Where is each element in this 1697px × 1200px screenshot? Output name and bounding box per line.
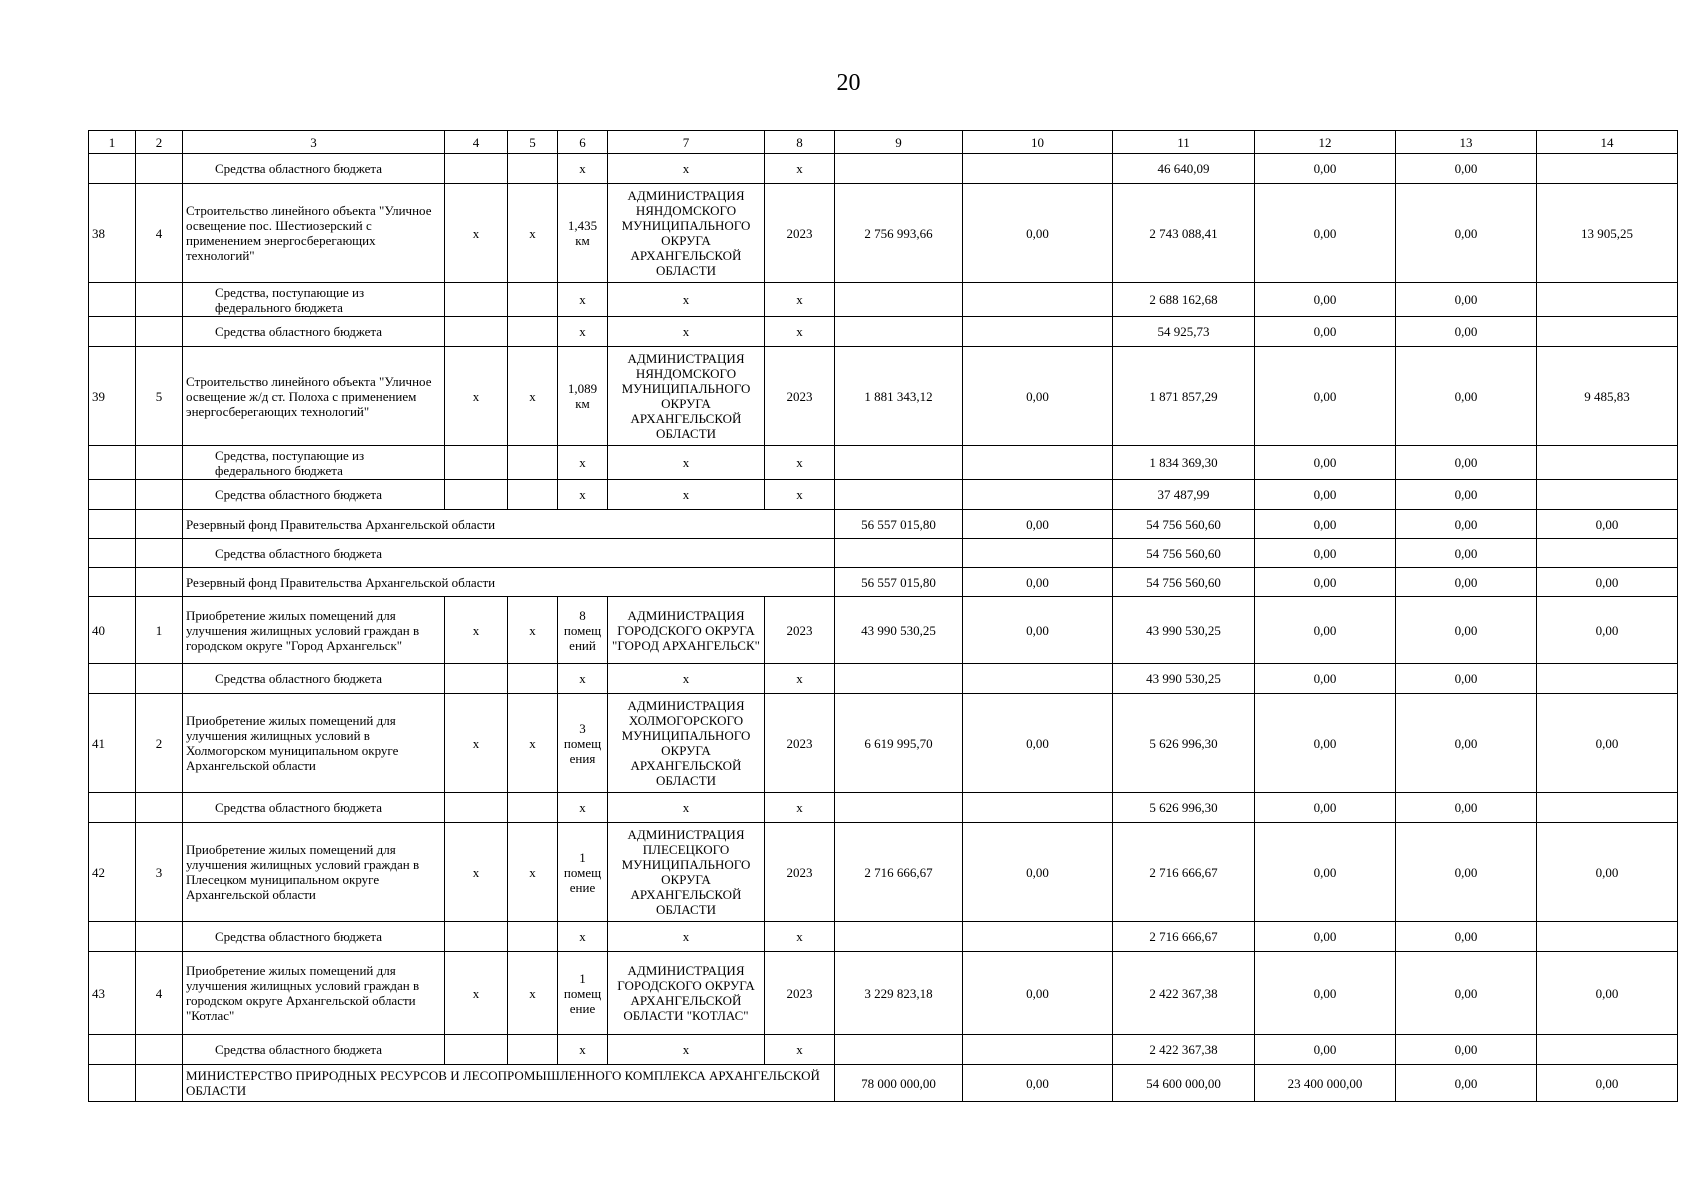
- table-cell: [136, 922, 183, 952]
- table-cell: [89, 568, 136, 597]
- table-cell: х: [558, 154, 608, 184]
- header-cell: 3: [183, 131, 445, 154]
- header-cell: 9: [835, 131, 963, 154]
- table-cell: [136, 1065, 183, 1102]
- table-cell: Средства областного бюджета: [183, 539, 835, 568]
- table-cell: 0,00: [1255, 184, 1396, 283]
- table-cell: 5: [136, 347, 183, 446]
- table-cell: [508, 922, 558, 952]
- table-cell: Средства, поступающие из федерального бюджета: [183, 283, 445, 317]
- table-cell: х: [765, 922, 835, 952]
- table-cell: 0,00: [1396, 283, 1537, 317]
- table-cell: [136, 539, 183, 568]
- header-cell: 4: [445, 131, 508, 154]
- table-cell: 0,00: [1255, 922, 1396, 952]
- header-cell: 10: [963, 131, 1113, 154]
- table-cell: [1537, 1035, 1678, 1065]
- table-cell: 0,00: [1255, 510, 1396, 539]
- table-cell: [835, 793, 963, 823]
- table-cell: 2 422 367,38: [1113, 1035, 1255, 1065]
- table-cell: х: [445, 347, 508, 446]
- table-cell: 1,435 км: [558, 184, 608, 283]
- table-cell: 0,00: [1255, 597, 1396, 664]
- table-cell: 54 756 560,60: [1113, 510, 1255, 539]
- table-cell: 0,00: [1537, 823, 1678, 922]
- table-cell: [445, 317, 508, 347]
- table-cell: [835, 283, 963, 317]
- table-cell: МИНИСТЕРСТВО ПРИРОДНЫХ РЕСУРСОВ И ЛЕСОПРОМЫШЛЕННОГО КОМПЛЕКСА АРХАНГЕЛЬСКОЙ ОБЛАСТИ: [183, 1065, 835, 1102]
- table-cell: [1537, 793, 1678, 823]
- table-cell: [508, 480, 558, 510]
- table-cell: Строительство линейного объекта "Уличное освещение ж/д ст. Полоха с применением энергосберегающих технологий": [183, 347, 445, 446]
- table-cell: 2: [136, 694, 183, 793]
- table-cell: 2 688 162,68: [1113, 283, 1255, 317]
- table-cell: Средства областного бюджета: [183, 664, 445, 694]
- table-row: [89, 184, 1678, 283]
- table-cell: 0,00: [963, 568, 1113, 597]
- table-cell: 0,00: [1255, 1035, 1396, 1065]
- table-cell: [963, 446, 1113, 480]
- table-cell: [445, 480, 508, 510]
- table-cell: [89, 793, 136, 823]
- table-cell: АДМИНИСТРАЦИЯ НЯНДОМСКОГО МУНИЦИПАЛЬНОГО ОКРУГА АРХАНГЕЛЬСКОЙ ОБЛАСТИ: [608, 184, 765, 283]
- table-cell: 0,00: [1537, 952, 1678, 1035]
- table-cell: 4: [136, 184, 183, 283]
- table-cell: [136, 1035, 183, 1065]
- table-row: [89, 510, 1678, 539]
- table-row: [89, 1035, 1678, 1065]
- table-cell: 2023: [765, 184, 835, 283]
- table-cell: [963, 793, 1113, 823]
- table-row: [89, 347, 1678, 446]
- table-cell: Резервный фонд Правительства Архангельской области: [183, 510, 835, 539]
- table-cell: 0,00: [1255, 283, 1396, 317]
- table-cell: [1537, 480, 1678, 510]
- table-cell: х: [608, 922, 765, 952]
- header-cell: 8: [765, 131, 835, 154]
- table-row: [89, 446, 1678, 480]
- table-cell: [89, 480, 136, 510]
- table-cell: [445, 446, 508, 480]
- table-cell: [89, 664, 136, 694]
- table-cell: АДМИНИСТРАЦИЯ ПЛЕСЕЦКОГО МУНИЦИПАЛЬНОГО ОКРУГА АРХАНГЕЛЬСКОЙ ОБЛАСТИ: [608, 823, 765, 922]
- budget-table: [88, 130, 1678, 1102]
- table-cell: Средства областного бюджета: [183, 1035, 445, 1065]
- table-row: [89, 480, 1678, 510]
- table-cell: 0,00: [963, 1065, 1113, 1102]
- table-cell: [445, 154, 508, 184]
- table-cell: 6 619 995,70: [835, 694, 963, 793]
- table-cell: 0,00: [963, 823, 1113, 922]
- table-cell: 0,00: [1396, 568, 1537, 597]
- table-cell: [963, 283, 1113, 317]
- table-cell: 0,00: [1255, 480, 1396, 510]
- table-cell: х: [445, 823, 508, 922]
- table-cell: 0,00: [1396, 154, 1537, 184]
- table-cell: Средства областного бюджета: [183, 480, 445, 510]
- table-cell: [89, 1065, 136, 1102]
- table-cell: х: [765, 1035, 835, 1065]
- table-cell: 1: [136, 597, 183, 664]
- table-cell: 1,089 км: [558, 347, 608, 446]
- table-cell: 42: [89, 823, 136, 922]
- table-cell: [136, 568, 183, 597]
- table-cell: 0,00: [1255, 823, 1396, 922]
- table-cell: 0,00: [1255, 568, 1396, 597]
- table-cell: [445, 922, 508, 952]
- table-cell: АДМИНИСТРАЦИЯ ХОЛМОГОРСКОГО МУНИЦИПАЛЬНОГО ОКРУГА АРХАНГЕЛЬСКОЙ ОБЛАСТИ: [608, 694, 765, 793]
- table-cell: 2 716 666,67: [1113, 823, 1255, 922]
- table-cell: 1 881 343,12: [835, 347, 963, 446]
- table-cell: 0,00: [1396, 480, 1537, 510]
- table-cell: 0,00: [1396, 952, 1537, 1035]
- table-cell: Средства областного бюджета: [183, 793, 445, 823]
- table-cell: 0,00: [1255, 694, 1396, 793]
- table-cell: 0,00: [1255, 539, 1396, 568]
- table-row: [89, 823, 1678, 922]
- header-cell: 5: [508, 131, 558, 154]
- table-cell: х: [558, 480, 608, 510]
- table-cell: [963, 922, 1113, 952]
- table-cell: 0,00: [1396, 823, 1537, 922]
- table-cell: 0,00: [1537, 510, 1678, 539]
- table-cell: [445, 793, 508, 823]
- table-cell: [89, 1035, 136, 1065]
- header-cell: 14: [1537, 131, 1678, 154]
- table-cell: 40: [89, 597, 136, 664]
- table-cell: Приобретение жилых помещений для улучшения жилищных условий граждан в городском округе Архангельской области "Котлас": [183, 952, 445, 1035]
- table-cell: 0,00: [1396, 922, 1537, 952]
- table-cell: 2023: [765, 347, 835, 446]
- table-cell: [136, 664, 183, 694]
- table-cell: х: [508, 597, 558, 664]
- table-cell: 0,00: [1396, 694, 1537, 793]
- table-cell: х: [558, 664, 608, 694]
- table-cell: 0,00: [1396, 317, 1537, 347]
- table-cell: х: [765, 446, 835, 480]
- table-cell: 0,00: [1255, 952, 1396, 1035]
- table-row: [89, 664, 1678, 694]
- table-cell: [89, 154, 136, 184]
- table-cell: [1537, 317, 1678, 347]
- table-cell: х: [558, 922, 608, 952]
- table-cell: АДМИНИСТРАЦИЯ ГОРОДСКОГО ОКРУГА "ГОРОД АРХАНГЕЛЬСК": [608, 597, 765, 664]
- table-cell: [508, 793, 558, 823]
- table-row: [89, 793, 1678, 823]
- table-cell: х: [608, 317, 765, 347]
- table-cell: [835, 664, 963, 694]
- table-cell: 0,00: [1537, 1065, 1678, 1102]
- table-cell: 0,00: [1396, 1065, 1537, 1102]
- table-cell: х: [558, 793, 608, 823]
- table-cell: [508, 446, 558, 480]
- table-cell: х: [765, 317, 835, 347]
- table-cell: 1 871 857,29: [1113, 347, 1255, 446]
- table-cell: 0,00: [1396, 510, 1537, 539]
- table-cell: [508, 154, 558, 184]
- header-cell: 13: [1396, 131, 1537, 154]
- table-cell: х: [508, 823, 558, 922]
- table-cell: [136, 154, 183, 184]
- table-cell: Средства областного бюджета: [183, 154, 445, 184]
- table-cell: [963, 317, 1113, 347]
- table-cell: х: [765, 480, 835, 510]
- header-cell: 7: [608, 131, 765, 154]
- table-cell: 0,00: [1396, 1035, 1537, 1065]
- table-cell: [963, 539, 1113, 568]
- table-cell: АДМИНИСТРАЦИЯ НЯНДОМСКОГО МУНИЦИПАЛЬНОГО ОКРУГА АРХАНГЕЛЬСКОЙ ОБЛАСТИ: [608, 347, 765, 446]
- table-cell: 2023: [765, 597, 835, 664]
- table-cell: 54 925,73: [1113, 317, 1255, 347]
- table-row: [89, 694, 1678, 793]
- table-row: [89, 922, 1678, 952]
- table-cell: 2023: [765, 694, 835, 793]
- table-row: [89, 597, 1678, 664]
- table-cell: 0,00: [1537, 568, 1678, 597]
- table-cell: 0,00: [963, 694, 1113, 793]
- table-cell: 0,00: [1396, 597, 1537, 664]
- table-cell: [835, 922, 963, 952]
- table-cell: х: [445, 694, 508, 793]
- table-cell: [1537, 664, 1678, 694]
- table-cell: 0,00: [1396, 793, 1537, 823]
- table-cell: Средства областного бюджета: [183, 317, 445, 347]
- table-cell: Резервный фонд Правительства Архангельской области: [183, 568, 835, 597]
- table-cell: 41: [89, 694, 136, 793]
- table-cell: [445, 664, 508, 694]
- table-cell: х: [608, 793, 765, 823]
- table-row: [89, 952, 1678, 1035]
- table-cell: 54 756 560,60: [1113, 539, 1255, 568]
- table-cell: [835, 446, 963, 480]
- header-cell: 1: [89, 131, 136, 154]
- table-cell: [835, 154, 963, 184]
- table-cell: [1537, 283, 1678, 317]
- table-cell: 78 000 000,00: [835, 1065, 963, 1102]
- table-cell: х: [558, 283, 608, 317]
- table-cell: 2 716 666,67: [1113, 922, 1255, 952]
- table-cell: 2 716 666,67: [835, 823, 963, 922]
- table-cell: 2 743 088,41: [1113, 184, 1255, 283]
- table-cell: 46 640,09: [1113, 154, 1255, 184]
- table-cell: [136, 480, 183, 510]
- table-cell: [963, 1035, 1113, 1065]
- table-cell: 0,00: [1396, 347, 1537, 446]
- header-cell: 11: [1113, 131, 1255, 154]
- table-cell: [89, 922, 136, 952]
- table-cell: х: [508, 952, 558, 1035]
- table-cell: 0,00: [1396, 664, 1537, 694]
- header-cell: 2: [136, 131, 183, 154]
- table-cell: х: [765, 283, 835, 317]
- table-cell: 1 помещ ение: [558, 823, 608, 922]
- table-cell: Приобретение жилых помещений для улучшения жилищных условий граждан в городском округе "Город Архангельск": [183, 597, 445, 664]
- table-row: [89, 283, 1678, 317]
- table-cell: [508, 1035, 558, 1065]
- table-cell: х: [765, 793, 835, 823]
- table-cell: Строительство линейного объекта "Уличное освещение пос. Шестиозерский с применением энергосберегающих технологий": [183, 184, 445, 283]
- table-cell: 13 905,25: [1537, 184, 1678, 283]
- table-cell: 3 помещ ения: [558, 694, 608, 793]
- table-cell: 0,00: [963, 952, 1113, 1035]
- table-cell: [835, 317, 963, 347]
- table-row: [89, 1065, 1678, 1102]
- table-cell: 54 600 000,00: [1113, 1065, 1255, 1102]
- table-cell: 0,00: [1255, 664, 1396, 694]
- table-cell: 23 400 000,00: [1255, 1065, 1396, 1102]
- table-cell: [136, 283, 183, 317]
- table-cell: Приобретение жилых помещений для улучшения жилищных условий в Холмогорском муниципальном округе Архангельской области: [183, 694, 445, 793]
- table-cell: [136, 317, 183, 347]
- table-cell: х: [608, 446, 765, 480]
- table-cell: 37 487,99: [1113, 480, 1255, 510]
- table-cell: [89, 510, 136, 539]
- table-cell: 0,00: [963, 510, 1113, 539]
- table-cell: Средства, поступающие из федерального бюджета: [183, 446, 445, 480]
- table-cell: 0,00: [1537, 597, 1678, 664]
- table-cell: 43 990 530,25: [1113, 597, 1255, 664]
- table-cell: 38: [89, 184, 136, 283]
- table-cell: 0,00: [963, 347, 1113, 446]
- table-cell: 3: [136, 823, 183, 922]
- table-cell: [445, 1035, 508, 1065]
- table-cell: х: [608, 664, 765, 694]
- table-cell: 0,00: [963, 184, 1113, 283]
- table-cell: [835, 1035, 963, 1065]
- table-cell: [89, 283, 136, 317]
- table-cell: 39: [89, 347, 136, 446]
- table-cell: [835, 480, 963, 510]
- table-cell: 2 422 367,38: [1113, 952, 1255, 1035]
- table-cell: х: [608, 480, 765, 510]
- table-cell: [963, 154, 1113, 184]
- table-cell: 0,00: [1255, 154, 1396, 184]
- table-cell: 54 756 560,60: [1113, 568, 1255, 597]
- table-cell: Приобретение жилых помещений для улучшения жилищных условий граждан в Плесецком муниципальном округе Архангельской области: [183, 823, 445, 922]
- table-cell: 0,00: [1255, 317, 1396, 347]
- table-row: [89, 154, 1678, 184]
- table-cell: х: [558, 317, 608, 347]
- table-cell: [963, 664, 1113, 694]
- table-cell: 0,00: [1255, 446, 1396, 480]
- table-cell: 1 помещ ение: [558, 952, 608, 1035]
- table-cell: х: [765, 154, 835, 184]
- table-cell: [89, 317, 136, 347]
- table-cell: х: [508, 184, 558, 283]
- table-cell: [445, 283, 508, 317]
- table-cell: 3 229 823,18: [835, 952, 963, 1035]
- table-cell: 0,00: [1396, 539, 1537, 568]
- table-cell: 43 990 530,25: [1113, 664, 1255, 694]
- table-cell: Средства областного бюджета: [183, 922, 445, 952]
- table-cell: 0,00: [1255, 793, 1396, 823]
- table-body: [89, 131, 1678, 1102]
- table-cell: х: [558, 446, 608, 480]
- header-cell: 12: [1255, 131, 1396, 154]
- table-cell: 8 помещ ений: [558, 597, 608, 664]
- table-cell: 43 990 530,25: [835, 597, 963, 664]
- table-cell: 1 834 369,30: [1113, 446, 1255, 480]
- table-cell: х: [608, 283, 765, 317]
- table-cell: 0,00: [1255, 347, 1396, 446]
- table-cell: [963, 480, 1113, 510]
- table-row: [89, 568, 1678, 597]
- table-cell: [136, 446, 183, 480]
- table-cell: х: [445, 184, 508, 283]
- table-cell: АДМИНИСТРАЦИЯ ГОРОДСКОГО ОКРУГА АРХАНГЕЛЬСКОЙ ОБЛАСТИ "КОТЛАС": [608, 952, 765, 1035]
- table-cell: 2023: [765, 952, 835, 1035]
- table-cell: 56 557 015,80: [835, 568, 963, 597]
- table-row: [89, 317, 1678, 347]
- table-cell: х: [445, 952, 508, 1035]
- table-cell: 5 626 996,30: [1113, 694, 1255, 793]
- table-cell: 2 756 993,66: [835, 184, 963, 283]
- table-cell: [508, 317, 558, 347]
- table-cell: [136, 793, 183, 823]
- table-cell: 43: [89, 952, 136, 1035]
- table-cell: х: [558, 1035, 608, 1065]
- table-cell: 0,00: [1396, 446, 1537, 480]
- table-cell: 2023: [765, 823, 835, 922]
- table-cell: [508, 664, 558, 694]
- header-cell: 6: [558, 131, 608, 154]
- table-cell: х: [608, 154, 765, 184]
- table-cell: [136, 510, 183, 539]
- table-cell: [1537, 922, 1678, 952]
- table-cell: [508, 283, 558, 317]
- table-cell: 4: [136, 952, 183, 1035]
- table-cell: 0,00: [963, 597, 1113, 664]
- table-cell: х: [508, 347, 558, 446]
- table-cell: х: [608, 1035, 765, 1065]
- table-row: [89, 539, 1678, 568]
- table-cell: х: [445, 597, 508, 664]
- table-cell: 0,00: [1537, 694, 1678, 793]
- table-cell: [1537, 539, 1678, 568]
- table-cell: [89, 539, 136, 568]
- table-cell: 0,00: [1396, 184, 1537, 283]
- table-cell: 56 557 015,80: [835, 510, 963, 539]
- table-cell: х: [508, 694, 558, 793]
- table-cell: [89, 446, 136, 480]
- table-cell: [835, 539, 963, 568]
- table-cell: [1537, 446, 1678, 480]
- table-cell: 9 485,83: [1537, 347, 1678, 446]
- table-cell: х: [765, 664, 835, 694]
- table-cell: [1537, 154, 1678, 184]
- header-row: [89, 131, 1678, 154]
- page-number: 20: [836, 70, 861, 96]
- table-cell: 5 626 996,30: [1113, 793, 1255, 823]
